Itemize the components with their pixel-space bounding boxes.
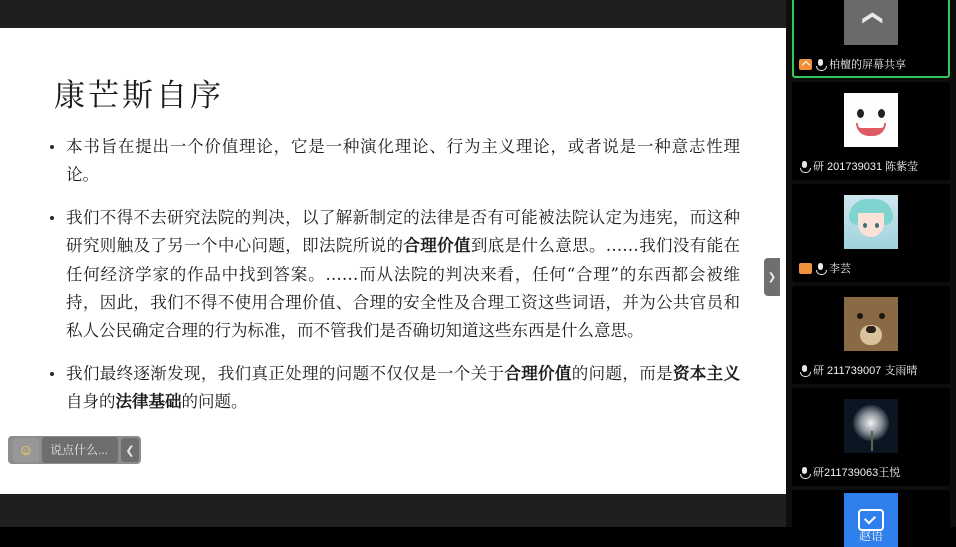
emphasis-text: 合理价值 [504, 363, 572, 383]
participant-tile[interactable] [792, 82, 950, 180]
participant-name-badge [796, 258, 856, 278]
mic-icon [815, 58, 826, 71]
body-text: 自身的 [66, 392, 116, 411]
share-icon [799, 59, 812, 70]
participant-name-badge [796, 360, 922, 380]
smiley-icon[interactable]: ☺ [13, 438, 39, 462]
emphasis-text: 资本主义 [672, 363, 741, 383]
avatar: ❯ [844, 0, 898, 45]
mic-icon [799, 160, 810, 173]
mic-icon [799, 466, 810, 479]
slide-bullet [46, 360, 740, 417]
participant-tile[interactable] [792, 184, 950, 282]
participant-name: 柏檀的屏幕共享 [829, 59, 906, 71]
participant-name: 研 201739031 陈紫莹 [813, 161, 919, 173]
presentation-slide [0, 28, 786, 494]
participant-strip[interactable] [786, 0, 956, 543]
slide-bullet-list [46, 133, 740, 416]
avatar [844, 93, 898, 147]
participant-name-badge [796, 156, 923, 176]
participant-name: 李芸 [829, 263, 851, 275]
chevron-left-icon[interactable]: ❮ [121, 438, 139, 462]
body-text: 我们最终逐渐发现，我们真正处理的问题不仅仅是一个关于 [66, 363, 505, 383]
comment-input[interactable]: 说点什么... [42, 437, 118, 463]
body-text: 的问题，而是 [571, 363, 673, 383]
comment-bar[interactable] [8, 436, 141, 464]
participant-name-badge [796, 462, 905, 482]
participant-name: 赵语 [858, 529, 884, 543]
mic-icon [815, 262, 826, 275]
emphasis-text: 合理价值 [403, 236, 471, 256]
participant-tile[interactable] [792, 490, 950, 546]
mic-icon [799, 364, 810, 377]
avatar [844, 195, 898, 249]
body-text: 我们不得不去研究法院的判决，以了解新制定的法律是否有可能被法院认定为违宪，而这种研究则触及了另一个中心问题，即法院所说的 [66, 207, 740, 256]
participant-name: 研 211739007 支雨晴 [813, 365, 918, 377]
participant-name-badge [796, 54, 911, 74]
emphasis-text: 法律基础 [115, 392, 182, 411]
body-text: 本书旨在提出一个价值理论，它是一种演化理论、行为主义理论，或者说是一种意志性理论。 [66, 137, 740, 185]
slide-title: 康芒斯自序 [54, 78, 224, 114]
participant-tile[interactable] [792, 388, 950, 486]
avatar [844, 399, 898, 453]
avatar [844, 297, 898, 351]
slide-bullet [46, 204, 740, 346]
body-text: 的问题。 [181, 392, 248, 411]
slide-bullet [46, 133, 740, 190]
host-icon [799, 263, 812, 274]
participant-tile[interactable] [792, 286, 950, 384]
participant-tile-share[interactable] [792, 0, 950, 78]
participant-name: 研211739063王悦 [813, 467, 901, 479]
body-text: 到底是什么意思。……我们没有能在任何经济学家的作品中找到答案。……而从法院的判决来看，任何“合理”的东西都会被维持，因此，我们不得不使用合理价值、合理的安全性及合理工资这些词语，并为公共官员和私人公民确定合理的行为标准，而不管我们是否确切知道这些东西是什么意思。 [66, 236, 741, 341]
panel-toggle-handle[interactable]: ❯ [764, 258, 780, 296]
